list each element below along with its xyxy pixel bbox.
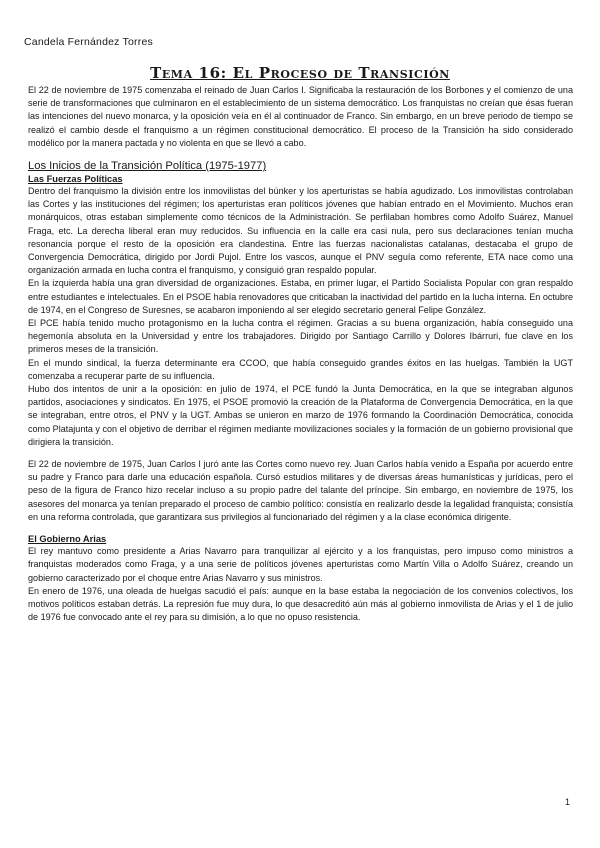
body-paragraph: Dentro del franquismo la división entre los inmovilistas del búnker y los aperturistas se había agudizado. Los inmovilistas controlaban las Cortes y las instituciones del régimen; los aperturistas eran políticos jóvenes que habían entrado en el Movimiento. Muchos eran monárquicos, otras estaban simplemente como técnicos de la Administración. Se perfilaban hombres como Adolfo Suárez, Manuel Fraga, etc. La derecha liberal eran muy reducidos. Su influencia en la calle era casi nula, pero sus declaraciones tenían mucha resonancia porque el resto de la oposición era clandestina. Entre las fuerzas nacionalistas catalanas, destacaba el grupo de Convergencia Democrática, dirigido por Jordi Pujol. Entre los vascos, aunque el PNV seguía como referente, ETA nace como una organización armada en lucha contra el franquismo, y consiguió gran respaldo popular.: [28, 186, 573, 276]
document-title: Tema 16: El Proceso de Transición: [150, 64, 450, 82]
author-name: Candela Fernández Torres: [24, 36, 153, 48]
body-paragraph: El 22 de noviembre de 1975, Juan Carlos I juró ante las Cortes como nuevo rey. Juan Carlos había venido a España por acuerdo entre su padre y Franco para darle una educación española. Cursó estudios militares y de diversas áreas humanísticas y jurídicas, pero el peso de la figura de Franco hizo recelar incluso a su propio padre del talante del príncipe. Sin embargo, en noviembre de 1975, los asesores del monarca ya tenían preparado el proceso de cambio político: consistía en realizarlo desde la legalidad franquista; consistía en una reforma controlada, que garantizara sus privilegios al funcionariado del régimen y a la clase económica dirigente.: [28, 459, 573, 522]
body-paragraph: En el mundo sindical, la fuerza determinante era CCOO, que había conseguido grandes éxitos en las huelgas. También la UGT comenzaba a recuperar parte de su influencia.: [28, 357, 573, 381]
subsection-heading: Las Fuerzas Políticas: [28, 174, 123, 185]
body-paragraph: En la izquierda había una gran diversidad de organizaciones. Estaba, en primer lugar, el Partido Socialista Popular con gran respaldo entre estudiantes e intelectuales. En el PSOE había renovadores que criticaban la inactividad del partido en la lucha interna. En octubre de 1974, en el Congreso de Suresnes, se acabaron imponiendo al ser elegido secretario general Felipe González.: [28, 278, 573, 315]
subsection-heading: El Gobierno Arias: [28, 534, 107, 545]
body-paragraph: Hubo dos intentos de unir a la oposición: en julio de 1974, el PCE fundó la Junta Democrática, en la que se integraban algunos partidos, asociaciones y sindicatos. En 1975, el PSOE promovió la creación de la Plataforma de Convergencia Democrática, en la que se integraban, entre otros, el PNV y la UGT. Ambas se unieron en marzo de 1976 formando la Coordinación Democrática, conocida como Platajunta y con el objetivo de derribar el régimen mediante movilizaciones sociales y la formación de un gobierno provisional que dirigiera la transición.: [28, 384, 573, 447]
intro-paragraph: El 22 de noviembre de 1975 comenzaba el reinado de Juan Carlos I. Significaba la restauración de los Borbones y el comienzo de una serie de transformaciones que culminaron en el establecimiento de un sistema democrático. Los franquistas no creían que ésas fueran las intenciones del nuevo monarca, y la oposición veía en él al continuador de Franco. Sin embargo, en un breve periodo de tiempo se realizó el cambio desde el franquismo a un régimen constitucional democrático. El proceso de la Transición ha sido considerado modélico por la manera pactada y no violenta en que se llevó a cabo.: [28, 85, 573, 148]
section-heading: Los Inicios de la Transición Política (1975-1977): [28, 160, 267, 173]
body-paragraph: El PCE había tenido mucho protagonismo en la lucha contra el régimen. Gracias a su buena organización, había conseguido una hegemonía absoluta en la Universidad y entre los trabajadores. Dirigido por Santiago Carrillo y Dolores Ibárruri, fue clave en los primeros meses de la transición.: [28, 318, 573, 355]
page-number: 1: [564, 797, 570, 807]
body-paragraph: En enero de 1976, una oleada de huelgas sacudió el país: aunque en la base estaba la negociación de los convenios colectivos, los motivos políticos estaban detrás. La represión fue muy dura, lo que desacreditó aún más al gobierno inmovilista de Arias y el 1 de julio de 1976 fue convocado ante el rey para su dimisión, a lo que no opuso resistencia.: [28, 585, 573, 623]
document-body: [28, 84, 573, 624]
body-paragraph: El rey mantuvo como presidente a Arias Navarro para tranquilizar al ejército y a los franquistas, pero impuso como ministros a franquistas moderados como Fraga, y a una serie de políticos jóvenes aperturistas como Martín Villa o Adolfo Suárez, creando un gobierno caracterizado por el choque entre Arias Navarro y sus ministros.: [28, 546, 573, 583]
